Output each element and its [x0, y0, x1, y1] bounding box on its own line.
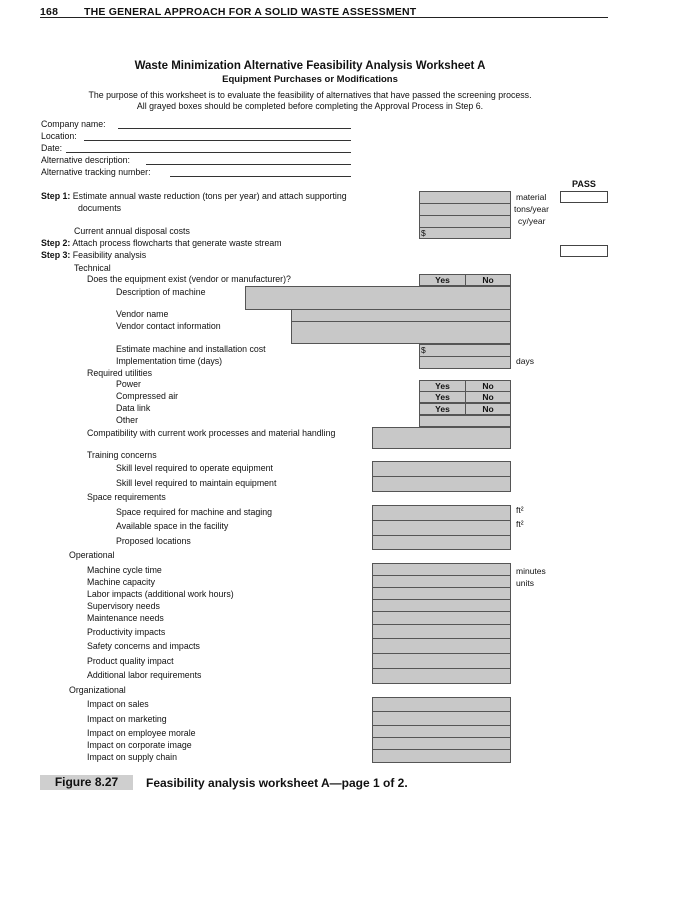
op-item-quality: Product quality impact [87, 656, 174, 666]
proposed-loc-label: Proposed locations [116, 536, 191, 546]
step1-dollar: $ [421, 228, 426, 238]
training-label: Training concerns [87, 450, 157, 460]
op-box-safety[interactable] [372, 638, 511, 654]
org-item-supply: Impact on supply chain [87, 752, 177, 762]
op-item-capacity: Machine capacity [87, 577, 155, 587]
vendor-name-label: Vendor name [116, 309, 169, 319]
datalink-yes-label: Yes [435, 404, 450, 414]
op-box-productivity[interactable] [372, 624, 511, 639]
org-item-morale: Impact on employee morale [87, 728, 196, 738]
skill-maintain-label: Skill level required to maintain equipment [116, 478, 277, 488]
step1-text: Estimate annual waste reduction (tons per year) and attach supporting [72, 191, 347, 201]
space-req-label: Space requirements [87, 492, 166, 502]
vendor-contact-box[interactable] [291, 321, 511, 344]
step2-line [41, 238, 282, 248]
op-item-labor: Labor impacts (additional work hours) [87, 589, 234, 599]
power-no-label: No [482, 381, 494, 391]
power-yes-label: Yes [435, 381, 450, 391]
unit-minutes: minutes [516, 566, 546, 576]
running-header [40, 6, 608, 18]
intro-line-1: The purpose of this worksheet is to evaluate the feasibility of alternatives that have passed the screening process. [88, 90, 532, 100]
est-cost-dollar: $ [421, 345, 426, 355]
compatibility-box[interactable] [372, 427, 511, 449]
unit-tons-year: tons/year [514, 204, 549, 214]
op-item-productivity: Productivity impacts [87, 627, 166, 637]
space-machine-label: Space required for machine and staging [116, 507, 272, 517]
step2-text: Attach process flowcharts that generate waste stream [72, 238, 282, 248]
skill-maintain-box[interactable] [372, 476, 511, 492]
vendor-contact-label: Vendor contact information [116, 321, 221, 331]
req-utilities-label: Required utilities [87, 368, 153, 378]
desc-machine-box[interactable] [245, 286, 511, 310]
proposed-loc-box[interactable] [372, 535, 511, 550]
skill-operate-label: Skill level required to operate equipment [116, 463, 273, 473]
exist-no-label: No [482, 275, 494, 285]
compressed-air-label: Compressed air [116, 391, 179, 401]
location-field[interactable] [84, 140, 351, 141]
compatibility-label: Compatibility with current work processes and material handling [87, 428, 336, 438]
alt-tracking-field[interactable] [170, 176, 351, 177]
other-label: Other [116, 415, 139, 425]
skill-operate-box[interactable] [372, 461, 511, 477]
figure-caption: Feasibility analysis worksheet A—page 1 of 2. [146, 776, 408, 790]
unit-cy-year: cy/year [518, 216, 546, 226]
org-item-image: Impact on corporate image [87, 740, 192, 750]
unit-units: units [516, 578, 534, 588]
unit-days: days [516, 356, 534, 366]
impl-time-label: Implementation time (days) [116, 356, 223, 366]
company-name-field[interactable] [118, 128, 351, 129]
space-avail-label: Available space in the facility [116, 521, 229, 531]
intro-line-2: All grayed boxes should be completed before completing the Approval Process in Step 6. [136, 101, 484, 111]
op-item-cycle-time: Machine cycle time [87, 565, 162, 575]
est-cost-label: Estimate machine and installation cost [116, 344, 266, 354]
header-title: THE GENERAL APPROACH FOR A SOLID WASTE ASSESSMENT [84, 6, 417, 18]
air-yes-label: Yes [435, 392, 450, 402]
op-box-maintenance[interactable] [372, 611, 511, 625]
op-item-add-labor: Additional labor requirements [87, 670, 202, 680]
alt-description-field[interactable] [146, 164, 351, 165]
organizational-heading: Organizational [69, 685, 126, 695]
org-box-sales[interactable] [372, 697, 511, 712]
worksheet-title: Waste Minimization Alternative Feasibility Analysis Worksheet A [134, 60, 486, 72]
page-number: 168 [40, 6, 59, 18]
op-item-supervisory: Supervisory needs [87, 601, 160, 611]
step1-line2: documents [78, 203, 122, 213]
other-box[interactable] [419, 415, 511, 427]
figure-label: Figure 8.27 [40, 775, 133, 790]
equipment-exist-question: Does the equipment exist (vendor or manufacturer)? [87, 274, 291, 284]
step3-line [41, 250, 146, 260]
unit-ft2-machine: ft² [516, 505, 524, 515]
op-box-add-labor[interactable] [372, 668, 511, 684]
org-box-marketing[interactable] [372, 711, 511, 726]
desc-machine-label: Description of machine [116, 287, 206, 297]
location-label: Location: [41, 131, 77, 141]
step1-line1 [41, 191, 347, 201]
operational-heading: Operational [69, 550, 115, 560]
org-item-sales: Impact on sales [87, 699, 149, 709]
op-item-safety: Safety concerns and impacts [87, 641, 200, 651]
date-field[interactable] [66, 152, 351, 153]
space-avail-box[interactable] [372, 520, 511, 536]
air-no-label: No [482, 392, 494, 402]
pass-label: PASS [572, 179, 596, 189]
impl-time-box[interactable] [419, 356, 511, 369]
op-item-maintenance: Maintenance needs [87, 613, 164, 623]
org-item-marketing: Impact on marketing [87, 714, 167, 724]
pass-box-step3[interactable] [560, 245, 608, 257]
step1-prefix: Step 1: [41, 191, 71, 201]
pass-box-step1[interactable] [560, 191, 608, 203]
op-box-quality[interactable] [372, 653, 511, 669]
datalink-no-label: No [482, 404, 494, 414]
disposal-cost-label: Current annual disposal costs [74, 226, 190, 236]
space-machine-box[interactable] [372, 505, 511, 521]
unit-material: material [516, 192, 547, 202]
company-name-label: Company name: [41, 119, 106, 129]
worksheet-subtitle: Equipment Purchases or Modifications [222, 74, 398, 85]
step1-disposal-box[interactable] [419, 227, 511, 239]
alt-tracking-label: Alternative tracking number: [41, 167, 151, 177]
org-box-supply[interactable] [372, 749, 511, 763]
alt-description-label: Alternative description: [41, 155, 130, 165]
step3-prefix: Step 3: [41, 250, 71, 260]
unit-ft2-available: ft² [516, 519, 524, 529]
step2-prefix: Step 2: [41, 238, 71, 248]
date-label: Date: [41, 143, 63, 153]
power-label: Power [116, 379, 141, 389]
data-link-label: Data link [116, 403, 151, 413]
step3-text: Feasibility analysis [72, 250, 147, 260]
technical-heading: Technical [74, 263, 111, 273]
exist-yes-label: Yes [435, 275, 450, 285]
